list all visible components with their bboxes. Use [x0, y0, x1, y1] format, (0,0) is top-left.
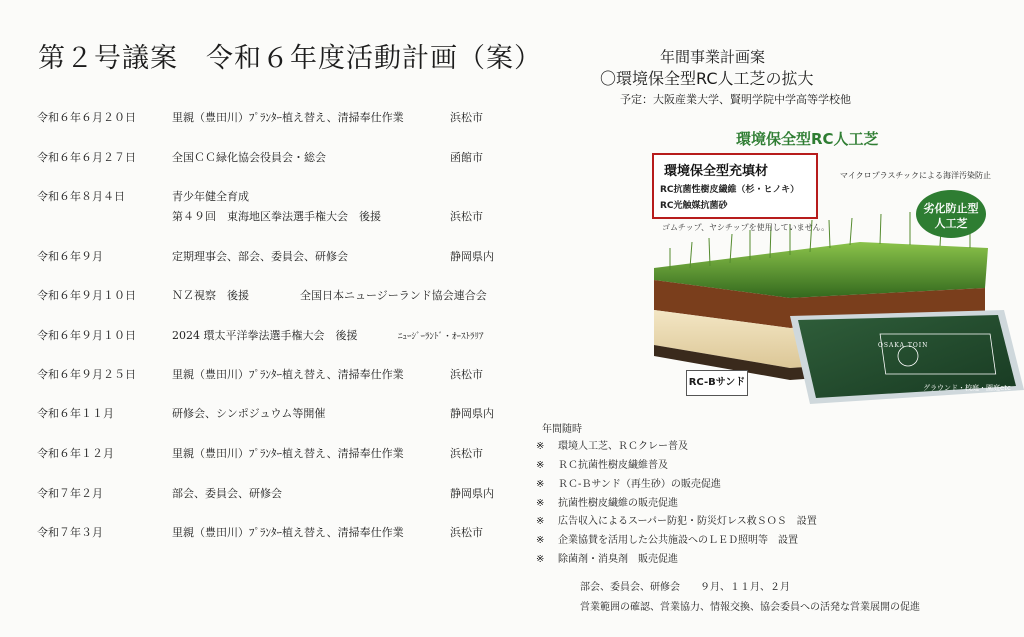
microplastic-note: マイクロプラスチックによる海洋汚染防止 [840, 171, 992, 180]
schedule-place: 静岡県内 [450, 487, 494, 500]
schedule-row [0, 248, 560, 268]
schedule-activity: 里親（豊田川）ﾌﾟﾗﾝﾀｰ植え替え、清掃奉仕作業 [172, 111, 404, 124]
schedule-organization: 全国日本ニュージーランド協会連合会 [300, 289, 487, 302]
notes-heading: 年間随時 [542, 424, 582, 435]
schedule-activity-sub: 第４９回 東海地区拳法選手権大会 後援 [172, 210, 381, 223]
filler-item: RC抗菌性樹皮繊維（杉・ヒノキ） [660, 185, 800, 195]
filler-item: RC光触媒抗菌砂 [660, 201, 728, 211]
note-text: 除菌剤・消臭剤 販売促進 [558, 554, 678, 565]
note-mark: ※ [536, 516, 545, 527]
schedule-activity: ＮＺ視察 後援 [172, 289, 249, 302]
note-item [536, 531, 798, 546]
schedule-row [0, 149, 560, 169]
schedule-place: 浜松市 [450, 111, 483, 124]
schedule-row [0, 485, 560, 505]
schedule-place: 函館市 [450, 151, 483, 164]
annual-plan-subheading: 〇環境保全型RC人工芝の拡大 [600, 69, 814, 88]
schedule-activity: 青少年健全育成 [172, 190, 249, 203]
schedule-date: 令和６年９月１０日 [37, 329, 136, 342]
schedule-place: ﾆｭｰｼﾞｰﾗﾝﾄﾞ・ｵｰｽﾄﾗﾘｱ [398, 332, 484, 342]
filler-box [652, 153, 818, 219]
schedule-activity: 全国ＣＣ緑化協会役員会・総会 [172, 151, 326, 164]
note-item [536, 456, 668, 471]
schedule-place: 浜松市 [450, 526, 483, 539]
schedule-place: 浜松市 [450, 447, 483, 460]
schedule-activity: 研修会、シンポジュウム等開催 [172, 407, 326, 420]
note-mark: ※ [536, 498, 545, 509]
schedule-date: 令和６年１１月 [37, 407, 114, 420]
note-item [536, 437, 688, 452]
schedule-date: 令和６年８月４日 [37, 190, 125, 203]
schedule-date: 令和６年６月２７日 [37, 151, 136, 164]
schedule-date: 令和７年２月 [37, 487, 103, 500]
annual-plan-heading: 年間事業計画案 [660, 48, 766, 66]
note-text: 広告収入によるスーパー防犯・防災灯レス救ＳＯＳ 設置 [558, 516, 817, 527]
schedule-date: 令和７年３月 [37, 526, 103, 539]
schedule-activity: 里親（豊田川）ﾌﾟﾗﾝﾀｰ植え替え、清掃奉仕作業 [172, 368, 404, 381]
page-title: 第２号議案 令和６年度活動計画（案） [38, 43, 542, 74]
meeting-schedule: 部会、委員会、研修会 ９月、１１月、２月 [580, 582, 790, 593]
schedule-place: 浜松市 [450, 368, 483, 381]
note-item [536, 475, 721, 490]
illustration-title: 環境保全型RC人工芝 [736, 130, 879, 148]
schedule-row [0, 327, 560, 347]
schedule-row [0, 445, 560, 465]
schedule-date: 令和６年９月 [37, 250, 103, 263]
note-mark: ※ [536, 479, 545, 490]
schedule-date: 令和６年９月１０日 [37, 289, 136, 302]
rc-b-sand-label: RC-Bサンド [686, 370, 748, 396]
note-text: ＲＣ抗菌性樹皮繊維普及 [558, 460, 668, 471]
note-mark: ※ [536, 535, 545, 546]
note-text: ＲＣ-Ｂサンド（再生砂）の販売促進 [558, 479, 721, 490]
schedule-activity: 定期理事会、部会、委員会、研修会 [172, 250, 348, 263]
schedule-activity: 里親（豊田川）ﾌﾟﾗﾝﾀｰ植え替え、清掃奉仕作業 [172, 447, 404, 460]
schedule-row [0, 524, 560, 544]
badge-line: 人工芝 [934, 217, 968, 230]
rubber-chip-note: ゴムチップ、ヤシチップを使用していません。 [662, 223, 830, 232]
deterioration-badge [916, 190, 986, 238]
sales-promotion: 営業範囲の確認、営業協力、情報交換、協会委員への活発な営業展開の促進 [580, 602, 920, 613]
filler-title: 環境保全型充填材 [664, 164, 769, 179]
note-mark: ※ [536, 441, 545, 452]
schedule-row [0, 109, 560, 129]
note-text: 抗菌性樹皮繊維の販売促進 [558, 498, 678, 509]
schedule-activity: 里親（豊田川）ﾌﾟﾗﾝﾀｰ植え替え、清掃奉仕作業 [172, 526, 404, 539]
schedule-activity: 部会、委員会、研修会 [172, 487, 282, 500]
schedule-row [0, 366, 560, 386]
schedule-row [0, 188, 560, 223]
badge-line: 劣化防止型 [923, 202, 979, 215]
schedule-place: 静岡県内 [450, 250, 494, 263]
note-text: 企業協賛を活用した公共施設へのＬＥＤ照明等 設置 [558, 535, 798, 546]
field-name: OSAKA TOIN [878, 342, 929, 349]
note-mark: ※ [536, 554, 545, 565]
schedule-date: 令和６年９月２５日 [37, 368, 136, 381]
schedule-place: 静岡県内 [450, 407, 494, 420]
schedule-row [0, 405, 560, 425]
schedule-activity: 2024 環太平洋拳法選手権大会 後援 [172, 329, 358, 342]
annual-plan-schedule: 予定：大阪産業大学、賢明学院中学高等学校他 [620, 93, 851, 106]
note-mark: ※ [536, 460, 545, 471]
schedule-date: 令和６年６月２０日 [37, 111, 136, 124]
note-item [536, 512, 817, 527]
schedule-row [0, 287, 560, 307]
field-label: グラウンド・校庭・園庭etc [923, 384, 1011, 392]
artificial-turf-illustration [640, 120, 1024, 410]
schedule-date: 令和６年１２月 [37, 447, 114, 460]
note-text: 環境人工芝、ＲＣクレー普及 [558, 441, 688, 452]
schedule-place: 浜松市 [450, 210, 483, 223]
note-item [536, 550, 678, 565]
note-item [536, 494, 678, 509]
